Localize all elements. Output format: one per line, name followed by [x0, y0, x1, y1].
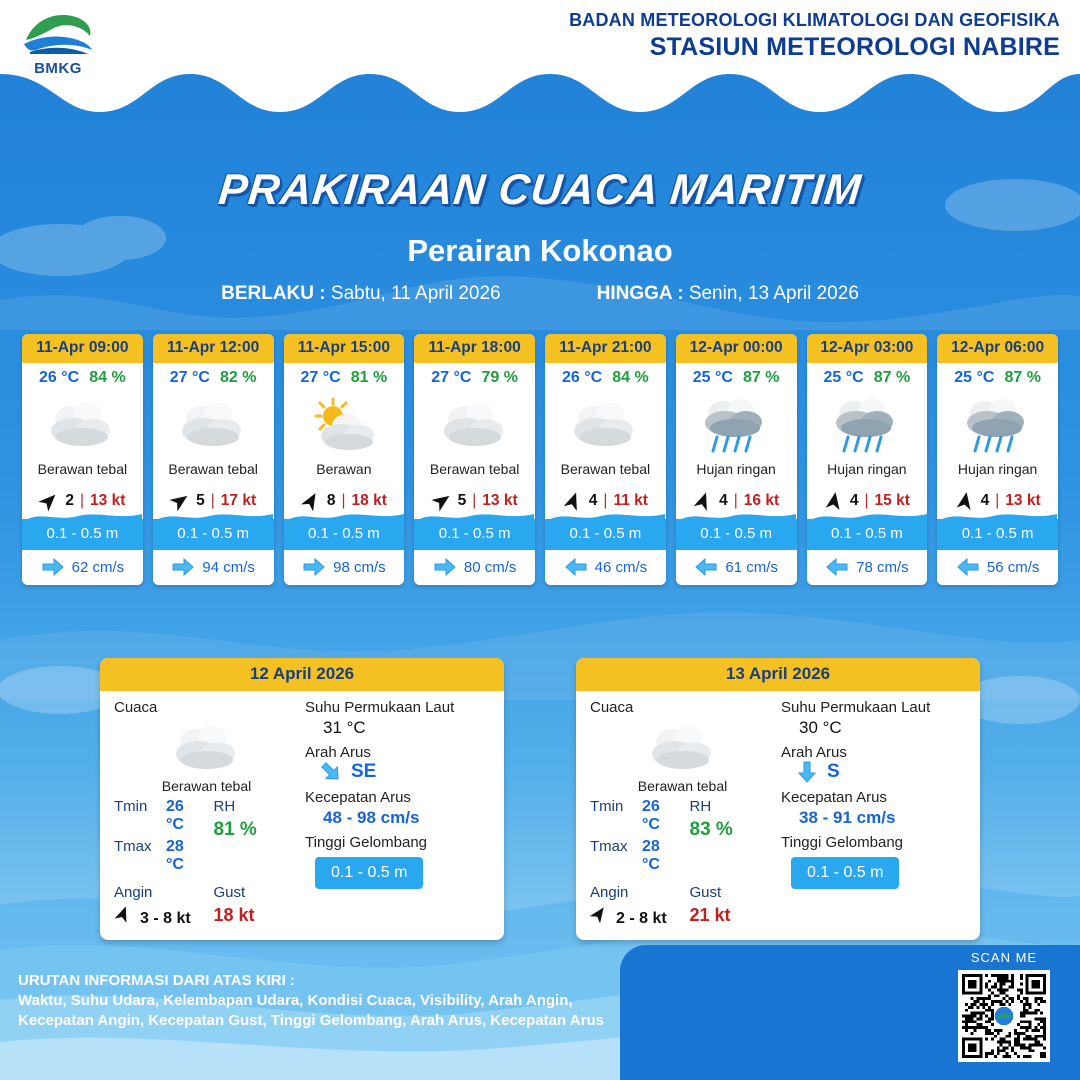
- daily-left-column: [590, 699, 775, 928]
- daily-tmax-row: [590, 838, 676, 874]
- hourly-forecast-card: [22, 334, 143, 585]
- card-wind-visibility: 8: [326, 492, 336, 509]
- daily-rh-value-row: [214, 819, 300, 841]
- card-wind-separator: |: [341, 492, 346, 509]
- footer-legend: [0, 952, 620, 1080]
- header-agency-titles: [569, 10, 1060, 62]
- card-wave-value: 0.1 - 0.5 m: [831, 525, 903, 542]
- daily-wave-label: Tinggi Gelombang: [305, 834, 428, 851]
- daily-wave-value: 0.1 - 0.5 m: [791, 857, 899, 889]
- cloudy-icon: [570, 397, 640, 453]
- card-weather-icon: [22, 389, 143, 461]
- card-air-temperature: 25 °C: [692, 369, 733, 386]
- card-air-temperature: 26 °C: [39, 369, 80, 386]
- wave-crest-shape: [153, 510, 273, 522]
- card-air-temperature: 27 °C: [169, 369, 210, 386]
- card-wind-speed: 11 kt: [613, 492, 648, 509]
- daily-current-speed-value: 48 - 98 cm/s: [323, 808, 420, 827]
- daily-weather-icon: [590, 716, 775, 780]
- valid-from: [221, 283, 501, 305]
- daily-wind-value-row: [590, 905, 676, 928]
- card-wave-height: [937, 519, 1058, 550]
- card-weather-icon: [807, 389, 928, 461]
- qr-code-image: [962, 974, 1046, 1058]
- qr-code[interactable]: [958, 970, 1050, 1062]
- card-wind-visibility: 4: [588, 492, 598, 509]
- card-humidity: 87 %: [742, 369, 780, 386]
- valid-until: [597, 283, 859, 305]
- daily-rh-row: [214, 798, 300, 815]
- daily-wave-value: 0.1 - 0.5 m: [315, 857, 423, 889]
- daily-wind-value: 2 - 8 kt: [616, 910, 667, 927]
- daily-tmax-label: Tmax: [590, 838, 628, 855]
- card-current: [153, 550, 274, 585]
- daily-forecast-panel: [576, 658, 980, 940]
- bmkg-logo-mark: [20, 10, 96, 58]
- hourly-forecast-card: [414, 334, 535, 585]
- card-wind-separator: |: [472, 492, 477, 509]
- wave-crest-shape: [545, 510, 665, 522]
- card-current: [284, 550, 405, 585]
- bmkg-logo: [18, 8, 98, 78]
- current-direction-arrow-icon: [956, 557, 980, 577]
- card-time: 11-Apr 18:00: [414, 334, 535, 363]
- card-weather-icon: [937, 389, 1058, 461]
- card-current-speed: 46 cm/s: [594, 558, 648, 576]
- card-temps: [153, 363, 274, 389]
- current-direction-arrow-icon: [825, 557, 849, 577]
- current-direction-arrow-icon: [315, 756, 346, 787]
- daily-right-column: [781, 699, 966, 928]
- card-wave-value: 0.1 - 0.5 m: [308, 525, 380, 542]
- bmkg-logo-text: BMKG: [34, 59, 82, 77]
- daily-tmin-value: 26 °C: [642, 798, 660, 833]
- daily-current-speed-label: Kecepatan Arus: [305, 789, 411, 806]
- daily-weather-label: Cuaca: [114, 699, 158, 716]
- current-direction-arrow-icon: [564, 557, 588, 577]
- card-time: 11-Apr 09:00: [22, 334, 143, 363]
- wind-direction-arrow-icon: [586, 901, 611, 926]
- daily-current-dir-label: Arah Arus: [305, 744, 371, 761]
- cloudy-icon: [172, 720, 242, 776]
- card-wind-separator: |: [210, 492, 215, 509]
- card-wind-speed: 13 kt: [1005, 492, 1041, 509]
- daily-current-dir-row: [795, 761, 966, 783]
- valid-from-value: Sabtu, 11 April 2026: [330, 283, 501, 304]
- current-direction-arrow-icon: [302, 557, 326, 577]
- card-condition: Hujan ringan: [827, 461, 907, 477]
- current-direction-arrow-icon: [171, 557, 195, 577]
- footer-legend-line1: Waktu, Suhu Udara, Kelembapan Udara, Kondisi Cuaca, Visibility, Arah Angin,: [18, 992, 573, 1009]
- daily-sst-value: 30 °C: [799, 718, 842, 737]
- card-time: 11-Apr 12:00: [153, 334, 274, 363]
- card-time: 12-Apr 00:00: [676, 334, 797, 363]
- hourly-forecast-card: [937, 334, 1058, 585]
- daily-tmax-value: 28 °C: [642, 838, 660, 873]
- card-current-speed: 62 cm/s: [71, 558, 125, 576]
- card-weather-icon: [676, 389, 797, 461]
- card-wave-height: [414, 519, 535, 550]
- card-wind-visibility: 4: [980, 492, 990, 509]
- daily-date: 13 April 2026: [576, 658, 980, 691]
- card-air-temperature: 27 °C: [431, 369, 472, 386]
- card-wind-visibility: 5: [457, 492, 467, 509]
- hourly-forecast-card: [545, 334, 666, 585]
- page-subtitle: Perairan Kokonao: [407, 233, 673, 268]
- wave-crest-shape: [22, 510, 142, 522]
- hourly-forecast-cards: [22, 334, 1058, 585]
- daily-current-dir-value: SE: [351, 761, 377, 782]
- card-current: [807, 550, 928, 585]
- page-header: [0, 0, 1080, 140]
- daily-forecast-panels: [100, 658, 980, 940]
- card-time: 12-Apr 03:00: [807, 334, 928, 363]
- card-wind-separator: |: [80, 492, 85, 509]
- card-wind-visibility: 4: [849, 492, 859, 509]
- card-wind-speed: 15 kt: [874, 492, 910, 509]
- daily-right-column: [305, 699, 490, 928]
- card-condition: Berawan tebal: [429, 461, 520, 477]
- card-current: [937, 550, 1058, 585]
- card-wave-value: 0.1 - 0.5 m: [569, 525, 642, 542]
- card-current: [676, 550, 797, 585]
- daily-rh-row: [690, 798, 776, 815]
- card-time: 11-Apr 15:00: [284, 334, 405, 363]
- daily-gust-label: Gust: [689, 884, 722, 901]
- card-current-speed: 61 cm/s: [725, 558, 778, 576]
- card-current: [414, 550, 535, 585]
- wave-crest-shape: [937, 510, 1057, 522]
- card-wave-height: [153, 519, 274, 550]
- daily-weather-label: Cuaca: [590, 699, 634, 716]
- card-current-speed: 80 cm/s: [463, 558, 517, 576]
- card-weather-icon: [153, 389, 274, 461]
- hourly-forecast-card: [284, 334, 405, 585]
- current-direction-arrow-icon: [694, 557, 718, 577]
- card-condition: Hujan ringan: [957, 461, 1038, 477]
- card-wind-separator: |: [733, 492, 738, 509]
- card-humidity: 87 %: [873, 369, 911, 386]
- card-wave-value: 0.1 - 0.5 m: [177, 525, 249, 542]
- card-wave-height: [676, 519, 797, 550]
- wave-crest-shape: [807, 510, 927, 522]
- card-wind-speed: 16 kt: [743, 492, 780, 509]
- daily-left-column: [114, 699, 299, 928]
- daily-current-speed-label: Kecepatan Arus: [781, 789, 887, 806]
- valid-until-value: Senin, 13 April 2026: [688, 283, 859, 304]
- card-weather-icon: [414, 389, 535, 461]
- card-humidity: 79 %: [481, 369, 518, 386]
- cloudy-icon: [440, 397, 510, 453]
- card-wind-separator: |: [864, 492, 869, 509]
- agency-name-line2: STASIUN METEOROLOGI NABIRE: [649, 33, 1060, 61]
- card-condition: Hujan ringan: [696, 461, 776, 477]
- page-title: PRAKIRAAN CUACA MARITIM: [216, 166, 864, 214]
- card-wave-height: [807, 519, 928, 550]
- daily-wind-label: Angin: [590, 884, 629, 901]
- daily-wind-value: 3 - 8 kt: [140, 910, 191, 927]
- card-humidity: 87 %: [1004, 369, 1041, 386]
- card-wind-speed: 13 kt: [482, 492, 518, 509]
- daily-gust-label-row: [214, 884, 300, 901]
- daily-wind-label-row: [114, 884, 200, 901]
- partly-cloudy-icon: [307, 396, 381, 454]
- footer-legend-line2: Kecepatan Angin, Kecepatan Gust, Tinggi Gelombang, Arah Arus, Kecepatan Arus: [18, 1012, 604, 1030]
- footer-legend-title: URUTAN INFORMASI DARI ATAS KIRI :: [18, 972, 295, 989]
- card-temps: [284, 363, 405, 389]
- daily-current-speed-value: 38 - 91 cm/s: [799, 808, 896, 827]
- card-time: 11-Apr 21:00: [545, 334, 666, 363]
- card-wave-height: [284, 519, 405, 550]
- card-wind-separator: |: [995, 492, 1000, 509]
- card-humidity: 84 %: [612, 369, 649, 386]
- card-current: [545, 550, 666, 585]
- valid-until-label: HINGGA :: [596, 283, 684, 304]
- card-current-speed: 78 cm/s: [856, 558, 909, 576]
- card-wind-speed: 18 kt: [351, 492, 387, 509]
- card-current-speed: 94 cm/s: [202, 558, 255, 576]
- card-wind-speed: 13 kt: [90, 492, 126, 509]
- validity-period: [0, 283, 1080, 305]
- wave-crest-shape: [284, 510, 404, 522]
- card-current: [22, 550, 143, 585]
- daily-tmin-value: 26 °C: [166, 798, 184, 833]
- daily-gust-value: 18 kt: [213, 905, 255, 925]
- card-wind-visibility: 5: [196, 492, 205, 509]
- card-humidity: 81 %: [350, 369, 388, 386]
- rain-icon: [699, 393, 773, 457]
- card-wave-value: 0.1 - 0.5 m: [700, 525, 772, 542]
- card-weather-icon: [545, 389, 666, 461]
- daily-rh-value: 83 %: [689, 819, 733, 840]
- daily-tmin-row: [590, 798, 676, 834]
- card-air-temperature: 25 °C: [954, 369, 995, 386]
- daily-sst-label: Suhu Permukaan Laut: [781, 699, 931, 716]
- daily-current-dir-value: S: [827, 761, 840, 782]
- card-wave-height: [545, 519, 666, 550]
- daily-gust-value: 21 kt: [689, 905, 731, 925]
- current-direction-arrow-icon: [433, 557, 457, 577]
- daily-wind-label-row: [590, 884, 676, 901]
- hourly-forecast-card: [807, 334, 928, 585]
- daily-rh-label: RH: [213, 798, 236, 815]
- rain-icon: [961, 393, 1035, 457]
- card-wind-visibility: 4: [719, 492, 728, 509]
- daily-gust-label-row: [690, 884, 776, 901]
- daily-gust-value-row: [214, 905, 300, 926]
- daily-wind-label: Angin: [114, 884, 153, 901]
- card-air-temperature: 26 °C: [562, 369, 603, 386]
- daily-condition: Berawan tebal: [161, 778, 252, 794]
- card-temps: [545, 363, 666, 389]
- daily-condition: Berawan tebal: [637, 778, 728, 794]
- daily-current-dir-label: Arah Arus: [781, 744, 847, 761]
- current-direction-arrow-icon: [41, 557, 65, 577]
- card-temps: [937, 363, 1058, 389]
- card-wave-value: 0.1 - 0.5 m: [438, 525, 511, 542]
- card-humidity: 82 %: [219, 369, 257, 386]
- daily-tmin-row: [114, 798, 200, 834]
- card-air-temperature: 25 °C: [823, 369, 864, 386]
- header-scallop-edge: [0, 60, 1080, 130]
- daily-forecast-panel: [100, 658, 504, 940]
- hourly-forecast-card: [676, 334, 797, 585]
- card-temps: [414, 363, 535, 389]
- daily-weather-icon: [114, 716, 299, 780]
- scan-me-label: SCAN ME: [970, 950, 1038, 965]
- daily-tmin-label: Tmin: [114, 798, 148, 815]
- daily-date: 12 April 2026: [100, 658, 504, 691]
- current-direction-arrow-icon: [797, 760, 817, 784]
- card-wind-visibility: 2: [65, 492, 74, 509]
- card-wind-separator: |: [603, 492, 608, 509]
- card-wind-speed: 17 kt: [220, 492, 257, 509]
- cloudy-icon: [178, 397, 248, 453]
- daily-tmax-row: [114, 838, 200, 874]
- card-wave-value: 0.1 - 0.5 m: [46, 525, 119, 542]
- card-wave-height: [22, 519, 143, 550]
- valid-from-label: BERLAKU :: [221, 283, 326, 304]
- card-current-speed: 98 cm/s: [333, 558, 386, 576]
- agency-name-line1: BADAN METEOROLOGI KLIMATOLOGI DAN GEOFISIKA: [569, 10, 1060, 30]
- daily-gust-value-row: [690, 905, 776, 926]
- card-condition: Berawan: [316, 461, 372, 477]
- daily-tmin-label: Tmin: [590, 798, 624, 815]
- daily-rh-label: RH: [689, 798, 712, 815]
- card-condition: Berawan tebal: [560, 461, 651, 477]
- wave-crest-shape: [676, 510, 796, 522]
- card-condition: Berawan tebal: [37, 461, 128, 477]
- card-wave-value: 0.1 - 0.5 m: [961, 525, 1034, 542]
- daily-rh-value: 81 %: [213, 819, 257, 840]
- daily-tmax-label: Tmax: [114, 838, 152, 855]
- card-temps: [807, 363, 928, 389]
- card-temps: [676, 363, 797, 389]
- card-current-speed: 56 cm/s: [986, 558, 1040, 576]
- daily-wind-value-row: [114, 905, 200, 928]
- hourly-forecast-card: [153, 334, 274, 585]
- wave-crest-shape: [414, 510, 534, 522]
- cloudy-icon: [648, 720, 718, 776]
- rain-icon: [830, 393, 904, 457]
- daily-wave-label: Tinggi Gelombang: [781, 834, 904, 851]
- wind-direction-arrow-icon: [111, 902, 134, 925]
- daily-tmax-value: 28 °C: [166, 838, 184, 873]
- card-time: 12-Apr 06:00: [937, 334, 1058, 363]
- daily-gust-label: Gust: [213, 884, 246, 901]
- card-condition: Berawan tebal: [168, 461, 258, 477]
- card-humidity: 84 %: [89, 369, 126, 386]
- scan-me-block: [952, 950, 1056, 1062]
- card-temps: [22, 363, 143, 389]
- daily-rh-value-row: [690, 819, 776, 841]
- daily-sst-value: 31 °C: [323, 718, 366, 737]
- cloudy-icon: [47, 397, 117, 453]
- card-air-temperature: 27 °C: [300, 369, 341, 386]
- daily-sst-label: Suhu Permukaan Laut: [305, 699, 455, 716]
- daily-current-dir-row: [319, 761, 490, 783]
- card-weather-icon: [284, 389, 405, 461]
